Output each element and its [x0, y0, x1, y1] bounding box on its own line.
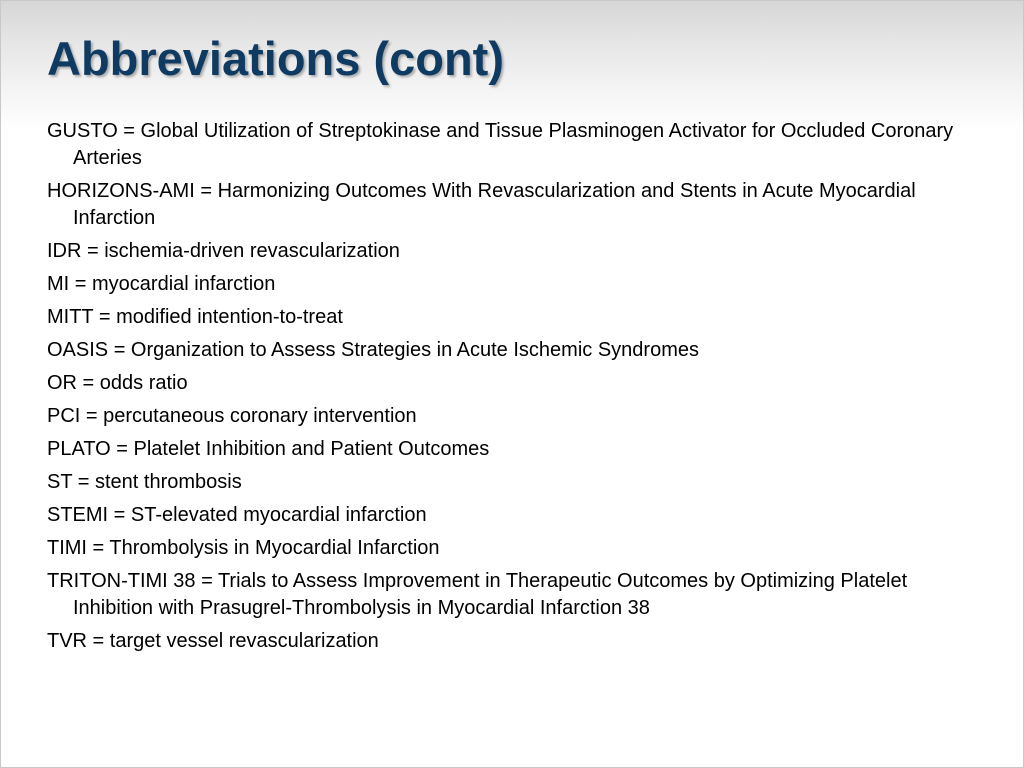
- abbreviation-item: STEMI = ST-elevated myocardial infarction: [47, 504, 427, 526]
- abbreviation-item: GUSTO = Global Utilization of Streptokinase and Tissue Plasminogen Activator for Occluded Coronary Arteries: [47, 120, 954, 169]
- abbreviation-item: IDR = ischemia-driven revascularization: [47, 240, 400, 262]
- slide-title: Abbreviations (cont): [47, 32, 504, 85]
- abbreviation-item: PLATO = Platelet Inhibition and Patient Outcomes: [47, 438, 490, 460]
- abbreviation-list: [47, 118, 987, 661]
- abbreviation-item: HORIZONS-AMI = Harmonizing Outcomes With Revascularization and Stents in Acute Myocardial Infarction: [47, 180, 916, 229]
- abbreviation-item: ST = stent thrombosis: [47, 471, 242, 493]
- abbreviation-item: OASIS = Organization to Assess Strategies in Acute Ischemic Syndromes: [47, 339, 699, 361]
- abbreviation-item: MITT = modified intention-to-treat: [47, 306, 343, 328]
- abbreviation-item: TRITON-TIMI 38 = Trials to Assess Improvement in Therapeutic Outcomes by Optimizing Platelet Inhibition with Prasugrel-Thrombolysis in Myocardial Infarction 38: [47, 570, 908, 619]
- abbreviation-item: TVR = target vessel revascularization: [47, 630, 379, 652]
- abbreviation-item: TIMI = Thrombolysis in Myocardial Infarction: [47, 537, 440, 559]
- abbreviation-item: OR = odds ratio: [47, 372, 188, 394]
- abbreviation-item: MI = myocardial infarction: [47, 273, 276, 295]
- abbreviation-item: PCI = percutaneous coronary intervention: [47, 405, 417, 427]
